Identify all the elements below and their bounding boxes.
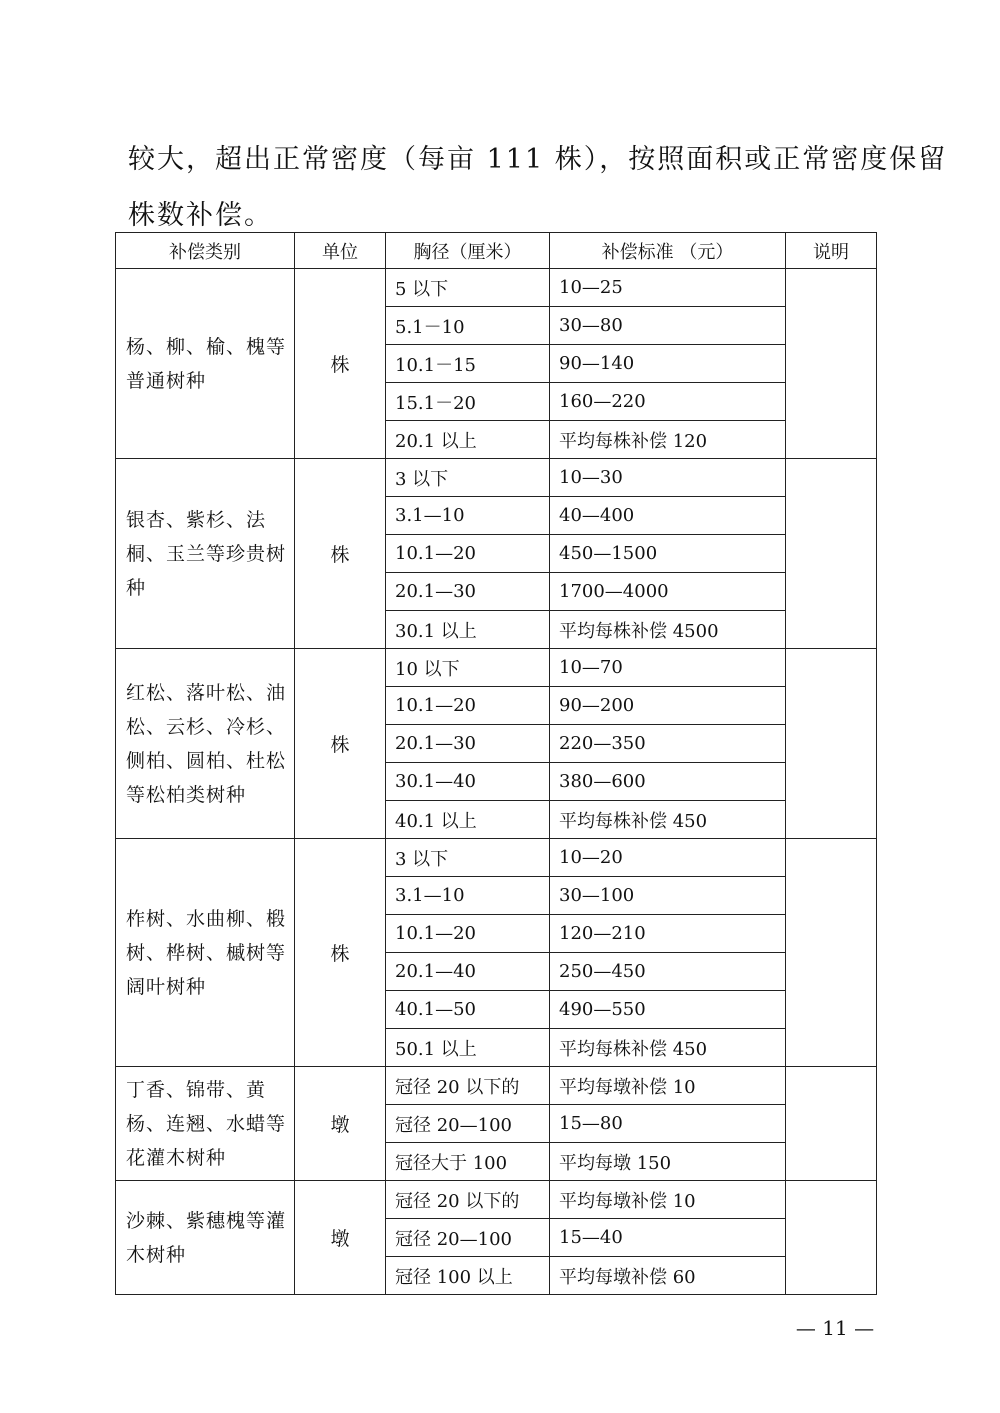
note-cell (786, 1181, 877, 1295)
table-body (116, 269, 877, 1295)
category-cell: 沙棘、紫穗槐等灌木树种 (116, 1181, 295, 1295)
standard-cell: 10—70 (550, 649, 786, 687)
unit-cell: 墩 (295, 1181, 386, 1295)
category-cell: 杨、柳、榆、槐等普通树种 (116, 269, 295, 459)
unit-cell: 株 (295, 269, 386, 459)
standard-cell: 平均每株补偿 4500 (550, 611, 786, 649)
diameter-cell: 冠径大于 100 (386, 1143, 550, 1181)
diameter-cell: 3 以下 (386, 459, 550, 497)
diameter-cell: 5 以下 (386, 269, 550, 307)
header-diameter: 胸径（厘米） (386, 233, 550, 269)
standard-cell: 平均每株补偿 450 (550, 1029, 786, 1067)
diameter-cell: 20.1—40 (386, 953, 550, 991)
standard-cell: 1700—4000 (550, 573, 786, 611)
standard-cell: 380—600 (550, 763, 786, 801)
category-cell: 柞树、水曲柳、椴树、桦树、槭树等阔叶树种 (116, 839, 295, 1067)
note-cell (786, 459, 877, 649)
standard-cell: 10—20 (550, 839, 786, 877)
unit-cell: 株 (295, 459, 386, 649)
standard-cell: 平均每株补偿 450 (550, 801, 786, 839)
diameter-cell: 20.1—30 (386, 725, 550, 763)
standard-cell: 平均每墩补偿 60 (550, 1257, 786, 1295)
unit-cell: 墩 (295, 1067, 386, 1181)
standard-cell: 160—220 (550, 383, 786, 421)
diameter-cell: 5.1－10 (386, 307, 550, 345)
intro-paragraph (128, 132, 948, 244)
diameter-cell: 3 以下 (386, 839, 550, 877)
table-row (116, 839, 877, 877)
intro-line-1: 较大，超出正常密度（每亩 111 株），按照面积或正常密度保留 (128, 144, 948, 175)
header-standard: 补偿标准 （元） (550, 233, 786, 269)
diameter-cell: 冠径 100 以上 (386, 1257, 550, 1295)
standard-cell: 250—450 (550, 953, 786, 991)
table-row (116, 1067, 877, 1105)
table-row (116, 1181, 877, 1219)
diameter-cell: 冠径 20—100 (386, 1219, 550, 1257)
table-header-row (116, 233, 877, 269)
diameter-cell: 10.1—20 (386, 915, 550, 953)
diameter-cell: 50.1 以上 (386, 1029, 550, 1067)
diameter-cell: 10 以下 (386, 649, 550, 687)
standard-cell: 10—25 (550, 269, 786, 307)
standard-cell: 40—400 (550, 497, 786, 535)
standard-cell: 平均每墩补偿 10 (550, 1181, 786, 1219)
note-cell (786, 269, 877, 459)
unit-cell: 株 (295, 839, 386, 1067)
standard-cell: 120—210 (550, 915, 786, 953)
standard-cell: 15—80 (550, 1105, 786, 1143)
diameter-cell: 20.1—30 (386, 573, 550, 611)
diameter-cell: 20.1 以上 (386, 421, 550, 459)
standard-cell: 220—350 (550, 725, 786, 763)
diameter-cell: 30.1—40 (386, 763, 550, 801)
diameter-cell: 15.1－20 (386, 383, 550, 421)
standard-cell: 10—30 (550, 459, 786, 497)
diameter-cell: 冠径 20 以下的 (386, 1181, 550, 1219)
category-cell: 红松、落叶松、油松、云杉、冷杉、侧柏、圆柏、杜松等松柏类树种 (116, 649, 295, 839)
diameter-cell: 冠径 20—100 (386, 1105, 550, 1143)
header-unit: 单位 (295, 233, 386, 269)
table-row (116, 649, 877, 687)
diameter-cell: 10.1—20 (386, 687, 550, 725)
note-cell (786, 649, 877, 839)
category-cell: 丁香、锦带、黄杨、连翘、水蜡等花灌木树种 (116, 1067, 295, 1181)
standard-cell: 30—100 (550, 877, 786, 915)
note-cell (786, 839, 877, 1067)
standard-cell: 90—200 (550, 687, 786, 725)
standard-cell: 490—550 (550, 991, 786, 1029)
table-row (116, 269, 877, 307)
standard-cell: 450—1500 (550, 535, 786, 573)
standard-cell: 平均每株补偿 120 (550, 421, 786, 459)
diameter-cell: 40.1 以上 (386, 801, 550, 839)
standard-cell: 平均每墩补偿 10 (550, 1067, 786, 1105)
standard-cell: 平均每墩 150 (550, 1143, 786, 1181)
diameter-cell: 10.1—20 (386, 535, 550, 573)
standard-cell: 15—40 (550, 1219, 786, 1257)
header-note: 说明 (786, 233, 877, 269)
intro-line-2: 株数补偿。 (128, 200, 273, 231)
diameter-cell: 10.1－15 (386, 345, 550, 383)
diameter-cell: 3.1—10 (386, 497, 550, 535)
category-cell: 银杏、紫杉、法桐、玉兰等珍贵树种 (116, 459, 295, 649)
unit-cell: 株 (295, 649, 386, 839)
page-number: — 11 — (795, 1316, 875, 1340)
diameter-cell: 40.1—50 (386, 991, 550, 1029)
diameter-cell: 3.1—10 (386, 877, 550, 915)
standard-cell: 30—80 (550, 307, 786, 345)
diameter-cell: 30.1 以上 (386, 611, 550, 649)
note-cell (786, 1067, 877, 1181)
diameter-cell: 冠径 20 以下的 (386, 1067, 550, 1105)
standard-cell: 90—140 (550, 345, 786, 383)
table-row (116, 459, 877, 497)
header-category: 补偿类别 (116, 233, 295, 269)
compensation-table (115, 232, 877, 1295)
